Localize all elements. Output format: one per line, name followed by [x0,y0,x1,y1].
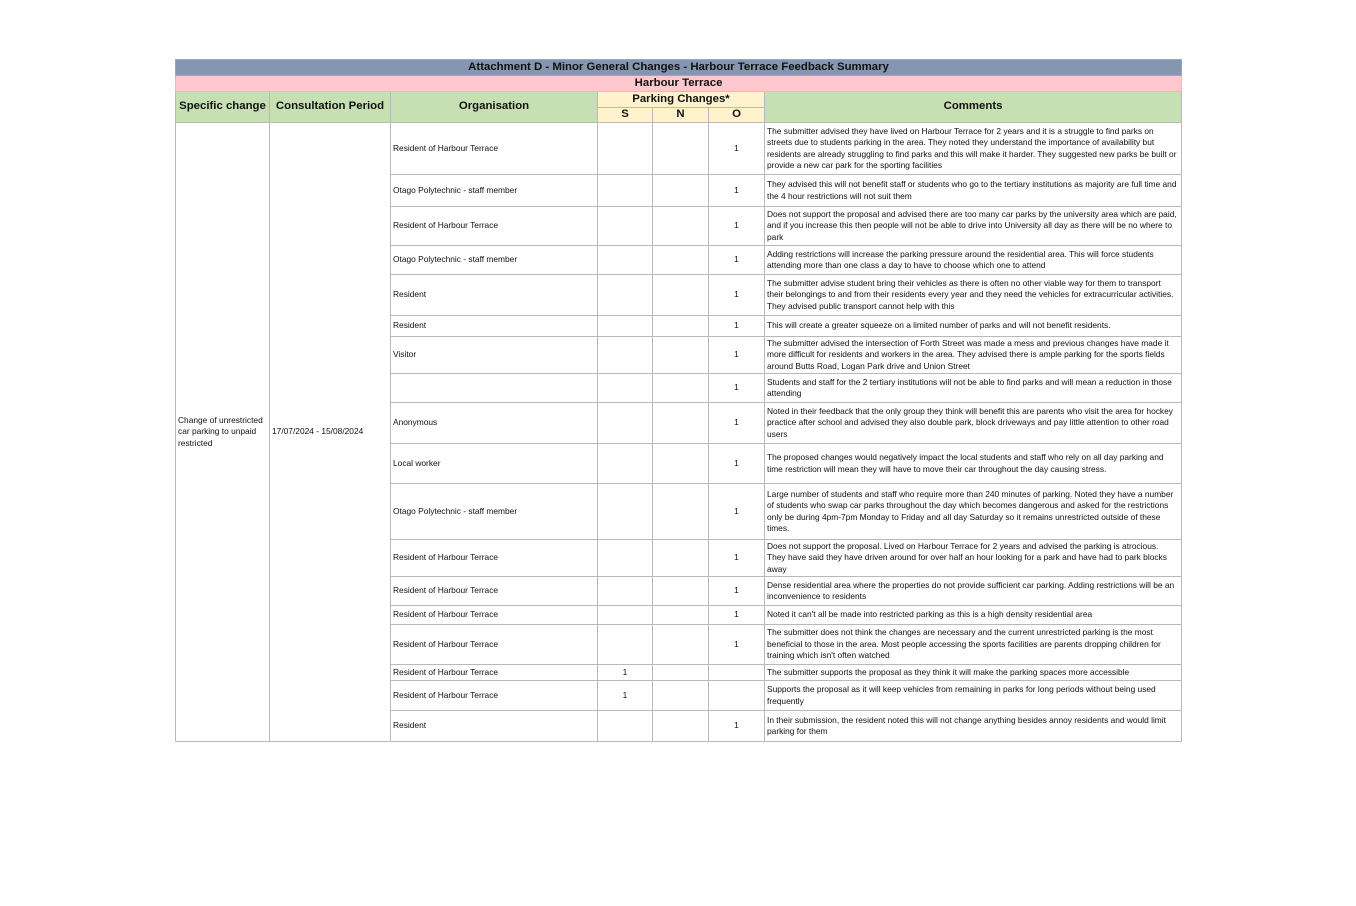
support-count-cell [598,484,653,540]
neutral-count-cell [653,625,709,665]
organisation-cell: Resident of Harbour Terrace [391,540,598,577]
neutral-count-cell [653,711,709,742]
neutral-count-cell [653,207,709,246]
feedback-table [175,59,1182,742]
oppose-count-cell: 1 [709,175,765,207]
header-consultation-period: Consultation Period [270,92,391,123]
neutral-count-cell [653,665,709,681]
organisation-cell [391,374,598,403]
support-count-cell [598,337,653,374]
organisation-cell: Resident [391,711,598,742]
neutral-count-cell [653,175,709,207]
comment-cell: In their submission, the resident noted this will not change anything besides annoy residents and would limit parking for them [765,711,1182,742]
support-count-cell [598,374,653,403]
support-count-cell [598,540,653,577]
neutral-count-cell [653,681,709,711]
header-comments: Comments [765,92,1182,123]
oppose-count-cell: 1 [709,484,765,540]
support-count-cell [598,444,653,484]
organisation-cell: Otago Polytechnic - staff member [391,175,598,207]
comment-cell: Dense residential area where the properties do not provide sufficient car parking. Adding restrictions will be an inconvenience to residents [765,577,1182,606]
organisation-cell: Resident of Harbour Terrace [391,606,598,625]
comment-cell: Noted it can't all be made into restricted parking as this is a high density residential area [765,606,1182,625]
comment-cell: Adding restrictions will increase the parking pressure around the residential area. This will force students attending more than one class a day to have to choose which one to attend [765,246,1182,275]
support-count-cell: 1 [598,665,653,681]
oppose-count-cell: 1 [709,374,765,403]
organisation-cell: Resident of Harbour Terrace [391,123,598,175]
comment-cell: The submitter advised they have lived on Harbour Terrace for 2 years and it is a struggle to find parks on streets due to students parking in the area. They noted they understand the importance of availability but residents are already struggling to find parks and this will make it harder. They suggested new parks be built or provide a new car park for the sporting facilities [765,123,1182,175]
neutral-count-cell [653,337,709,374]
oppose-count-cell: 1 [709,540,765,577]
comment-cell: The submitter does not think the changes are necessary and the current unrestricted parking is the most beneficial to those in the area. Most people accessing the sports facilities are parents dropping children for training which isn't often watched [765,625,1182,665]
comment-cell: This will create a greater squeeze on a limited number of parks and will not benefit residents. [765,316,1182,337]
organisation-cell: Resident of Harbour Terrace [391,577,598,606]
support-count-cell [598,275,653,316]
comment-cell: Students and staff for the 2 tertiary institutions will not be able to find parks and will mean a reduction in those attending [765,374,1182,403]
header-s: S [598,108,653,123]
consultation-period-cell: 17/07/2024 - 15/08/2024 [270,123,391,742]
oppose-count-cell: 1 [709,625,765,665]
support-count-cell [598,316,653,337]
comment-cell: Large number of students and staff who require more than 240 minutes of parking. Noted they have a number of students who swap car parks throughout the day which becomes dangerous and asked for the restrictions only be during 4pm-7pm Monday to Friday and all day Saturday so it remains unrestricted outside of these times. [765,484,1182,540]
oppose-count-cell [709,665,765,681]
neutral-count-cell [653,444,709,484]
support-count-cell [598,207,653,246]
table-row [176,123,1182,175]
support-count-cell [598,246,653,275]
organisation-cell: Local worker [391,444,598,484]
oppose-count-cell: 1 [709,444,765,484]
table-title: Attachment D - Minor General Changes - Harbour Terrace Feedback Summary [176,60,1182,76]
neutral-count-cell [653,123,709,175]
comment-cell: The proposed changes would negatively impact the local students and staff who rely on all day parking and time restriction will mean they will have to move their car throughout the day causing stress. [765,444,1182,484]
organisation-cell: Resident [391,316,598,337]
organisation-cell: Resident of Harbour Terrace [391,681,598,711]
organisation-cell: Resident of Harbour Terrace [391,207,598,246]
comment-cell: Does not support the proposal. Lived on Harbour Terrace for 2 years and advised the parking is atrocious. They have said they have driven around for over half an hour looking for a park and have had to park blocks away [765,540,1182,577]
neutral-count-cell [653,484,709,540]
organisation-cell: Resident [391,275,598,316]
comment-cell: They advised this will not benefit staff or students who go to the tertiary institutions as majority are full time and the 4 hour restrictions will not suit them [765,175,1182,207]
comment-cell: The submitter advise student bring their vehicles as there is often no other viable way for them to transport their belongings to and from their residents every year and they need the vehicles for extracurricular activities. They advised public transport cannot help with this [765,275,1182,316]
oppose-count-cell: 1 [709,337,765,374]
comment-cell: The submitter supports the proposal as they think it will make the parking spaces more accessible [765,665,1182,681]
oppose-count-cell: 1 [709,275,765,316]
support-count-cell [598,606,653,625]
oppose-count-cell: 1 [709,123,765,175]
oppose-count-cell: 1 [709,403,765,444]
neutral-count-cell [653,374,709,403]
header-specific-change: Specific change [176,92,270,123]
header-parking-changes: Parking Changes* [598,92,765,108]
support-count-cell [598,577,653,606]
organisation-cell: Resident of Harbour Terrace [391,625,598,665]
oppose-count-cell: 1 [709,246,765,275]
neutral-count-cell [653,275,709,316]
neutral-count-cell [653,577,709,606]
organisation-cell: Resident of Harbour Terrace [391,665,598,681]
specific-change-cell: Change of unrestricted car parking to unpaid restricted [176,123,270,742]
organisation-cell: Visitor [391,337,598,374]
organisation-cell: Anonymous [391,403,598,444]
neutral-count-cell [653,606,709,625]
oppose-count-cell: 1 [709,606,765,625]
table-subtitle: Harbour Terrace [176,76,1182,92]
support-count-cell [598,175,653,207]
oppose-count-cell [709,681,765,711]
support-count-cell [598,711,653,742]
neutral-count-cell [653,246,709,275]
support-count-cell [598,123,653,175]
support-count-cell [598,403,653,444]
comment-cell: Supports the proposal as it will keep vehicles from remaining in parks for long periods without being used frequently [765,681,1182,711]
header-organisation: Organisation [391,92,598,123]
feedback-table-sheet [175,59,1181,742]
comment-cell: The submitter advised the intersection of Forth Street was made a mess and previous changes have made it more difficult for residents and workers in the area. They advised there is ample parking for the sports fields around Butts Road, Logan Park drive and Union Street [765,337,1182,374]
organisation-cell: Otago Polytechnic - staff member [391,484,598,540]
comment-cell: Does not support the proposal and advised there are too many car parks by the university area which are paid, and if you increase this then people will not be able to drive into University all day as there will be no where to park [765,207,1182,246]
support-count-cell [598,625,653,665]
header-o: O [709,108,765,123]
oppose-count-cell: 1 [709,207,765,246]
oppose-count-cell: 1 [709,711,765,742]
neutral-count-cell [653,540,709,577]
header-n: N [653,108,709,123]
neutral-count-cell [653,316,709,337]
neutral-count-cell [653,403,709,444]
comment-cell: Noted in their feedback that the only group they think will benefit this are parents who visit the area for hockey practice after school and advised they also double park, block driveways and pay little attention to other road users [765,403,1182,444]
support-count-cell: 1 [598,681,653,711]
organisation-cell: Otago Polytechnic - staff member [391,246,598,275]
oppose-count-cell: 1 [709,316,765,337]
oppose-count-cell: 1 [709,577,765,606]
